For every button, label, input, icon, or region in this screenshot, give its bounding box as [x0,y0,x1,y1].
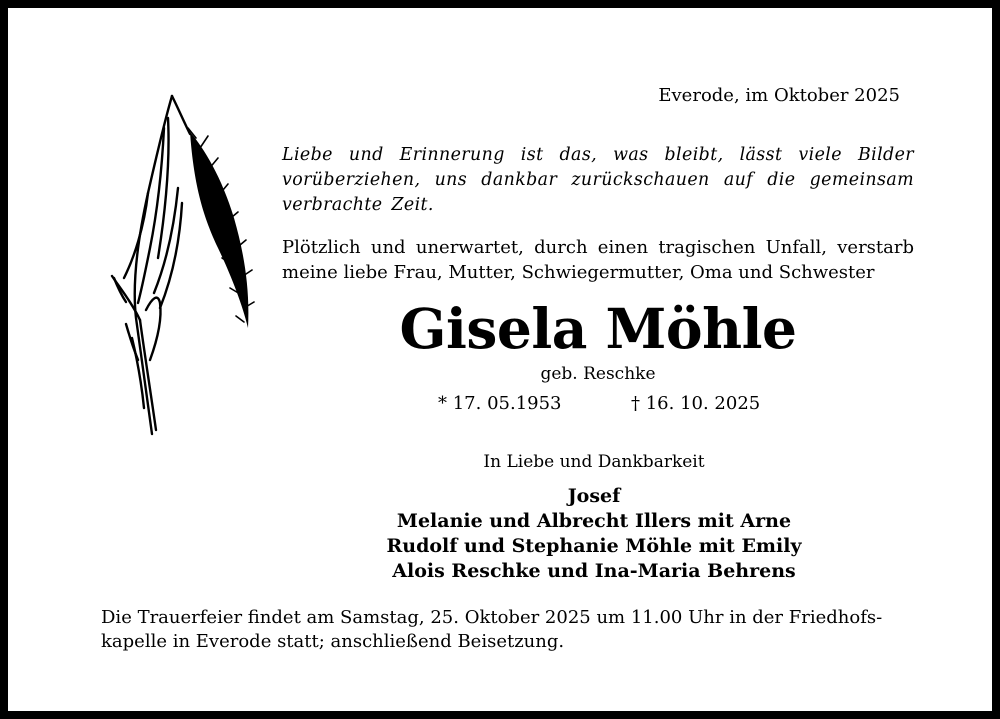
quote-line: verbrachte Zeit. [282,195,434,215]
thanks-line: In Liebe und Dankbarkeit [483,452,705,472]
funeral-line: kapelle in Everode statt; anschließend Beisetzung. [101,631,565,652]
funeral-details [101,606,917,654]
mourner-entry: Melanie und Albrecht Illers mit Arne [396,510,792,532]
funeral-line: Die Trauerfeier findet am Samstag, 25. Oktober 2025 um 11.00 Uhr in der Friedhofs- [101,607,883,628]
death-date: † 16. 10. 2025 [631,393,761,414]
announcement-line: Plötzlich und unerwartet, durch einen tragischen Unfall, verstarb [282,237,914,258]
mourner-entry: Alois Reschke und Ina-Maria Behrens [392,560,796,582]
mourner-entry: Josef [567,485,621,507]
memorial-quote [282,143,914,218]
birth-date: * 17. 05.1953 [438,393,562,414]
quote-line: vorüberziehen, uns dankbar zurückschauen auf die gemeinsam [282,170,914,190]
mourners-list [344,484,844,584]
announcement-line: meine liebe Frau, Mutter, Schwiegermutter, Oma und Schwester [282,262,875,283]
wheat-ear-icon [104,88,264,438]
deceased-name: Gisela Möhle [399,296,797,361]
death-announcement [282,235,914,285]
place-date: Everode, im Oktober 2025 [658,85,900,106]
quote-line: Liebe und Erinnerung ist das, was bleibt, lässt viele Bilder [282,145,914,165]
mourner-entry: Rudolf und Stephanie Möhle mit Emily [386,535,802,557]
maiden-name: geb. Reschke [540,364,656,384]
